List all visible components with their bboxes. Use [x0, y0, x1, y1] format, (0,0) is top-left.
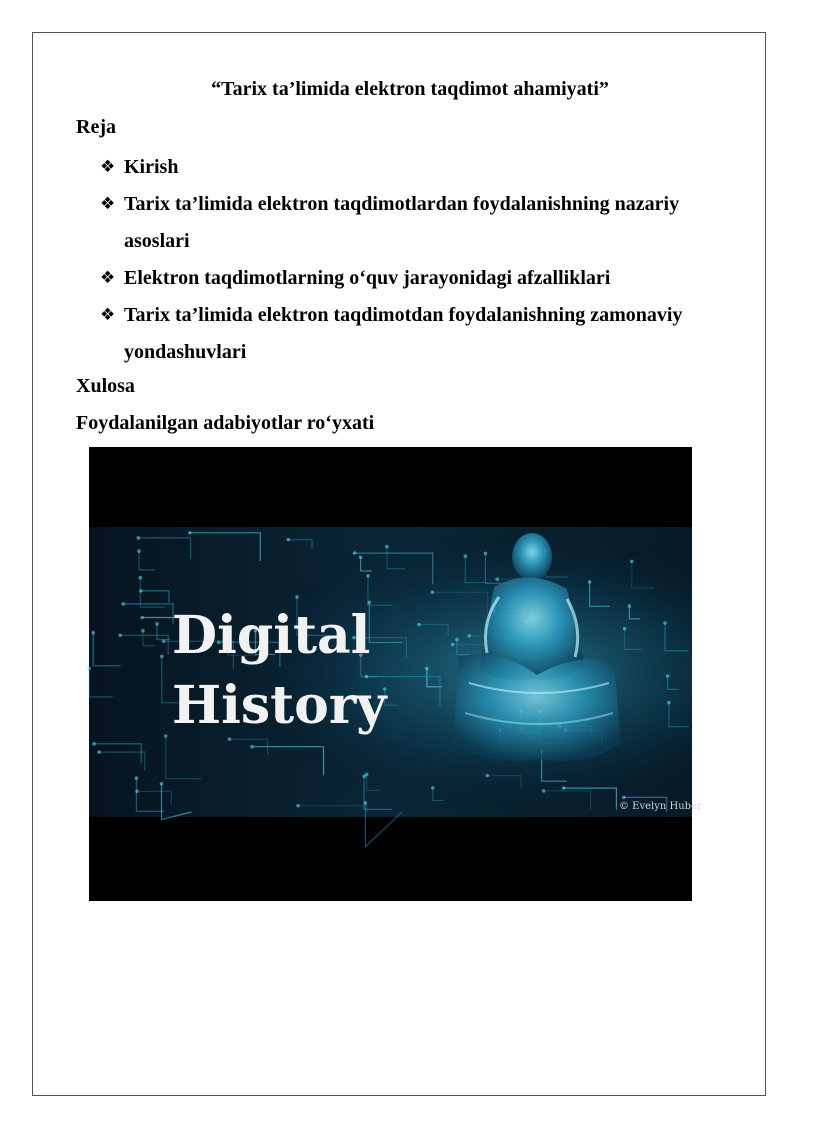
circuit-node: [137, 536, 141, 540]
circuit-node: [359, 556, 363, 560]
circuit-node: [495, 577, 499, 581]
circuit-node: [425, 667, 429, 671]
circuit-node: [366, 574, 370, 578]
circuit-node: [385, 545, 389, 549]
circuit-node: [92, 742, 96, 746]
figure-credit: © Evelyn Huber: [619, 801, 702, 812]
circuit-node: [562, 786, 566, 790]
circuit-node: [137, 549, 141, 553]
circuit-node: [623, 627, 627, 631]
circuit-node: [295, 595, 299, 599]
circuit-node: [250, 745, 254, 749]
plan-heading: Reja: [76, 116, 116, 138]
circuit-node: [628, 604, 632, 608]
circuit-node: [87, 667, 91, 671]
digital-history-image: [89, 447, 702, 901]
plan-item: [100, 186, 740, 260]
circuit-node: [121, 602, 125, 606]
circuit-node: [155, 622, 159, 626]
references-heading: Foydalanilgan adabiyotlar ro‘yxati: [76, 412, 375, 434]
plan-list: [100, 149, 740, 371]
circuit-node: [139, 589, 143, 593]
circuit-node: [140, 616, 144, 620]
circuit-node: [417, 623, 421, 627]
circuit-node: [368, 601, 372, 605]
plan-item-text: Tarix ta’limida elektron taqdimotdan foydalanishning zamonaviy yondashuvlari: [124, 304, 683, 363]
circuit-node: [91, 631, 95, 635]
circuit-node: [622, 796, 626, 800]
circuit-node: [667, 701, 671, 705]
circuit-node: [353, 551, 357, 555]
circuit-node: [663, 621, 667, 625]
document-title: “Tarix ta’limida elektron taqdimot ahamiyati”: [211, 78, 609, 100]
circuit-node: [164, 734, 168, 738]
plan-item-text: Kirish: [124, 156, 179, 178]
diamond-bullet-icon: ❖: [100, 305, 116, 325]
diamond-bullet-icon: ❖: [100, 268, 116, 288]
circuit-node: [97, 750, 101, 754]
circuit-node: [364, 801, 368, 805]
circuit-node: [630, 560, 634, 564]
figure-title-line1: Digital: [172, 605, 371, 666]
circuit-node: [484, 552, 488, 556]
circuit-node: [287, 538, 291, 542]
circuit-node: [431, 591, 435, 595]
circuit-node: [451, 643, 455, 647]
plan-item: [100, 297, 740, 371]
circuit-node: [542, 789, 546, 793]
circuit-node: [431, 786, 435, 790]
circuit-node: [228, 737, 232, 741]
circuit-node: [135, 776, 139, 780]
circuit-node: [588, 580, 592, 584]
circuit-node: [135, 790, 139, 794]
circuit-node: [365, 773, 369, 777]
digital-history-illustration: [89, 447, 702, 901]
circuit-node: [160, 655, 164, 659]
circuit-node: [467, 634, 471, 638]
plan-item-text: Tarix ta’limida elektron taqdimotlardan foydalanishning nazariy asoslari: [124, 193, 680, 252]
diamond-bullet-icon: ❖: [100, 157, 116, 177]
diamond-bullet-icon: ❖: [100, 194, 116, 214]
plan-item-text: Elektron taqdimotlarning o‘quv jarayonidagi afzalliklari: [124, 267, 611, 289]
conclusion-heading: Xulosa: [76, 375, 135, 397]
circuit-node: [118, 634, 122, 638]
circuit-node: [188, 531, 192, 535]
circuit-node: [296, 804, 300, 808]
circuit-node: [160, 782, 164, 786]
circuit-node: [485, 774, 489, 778]
circuit-node: [666, 674, 670, 678]
plan-item: [100, 260, 740, 297]
circuit-node: [141, 629, 145, 633]
circuit-node: [455, 638, 459, 642]
plan-item: [100, 149, 740, 186]
circuit-node: [139, 576, 143, 580]
circuit-node: [464, 554, 468, 558]
figure-title-line2: History: [172, 675, 387, 736]
